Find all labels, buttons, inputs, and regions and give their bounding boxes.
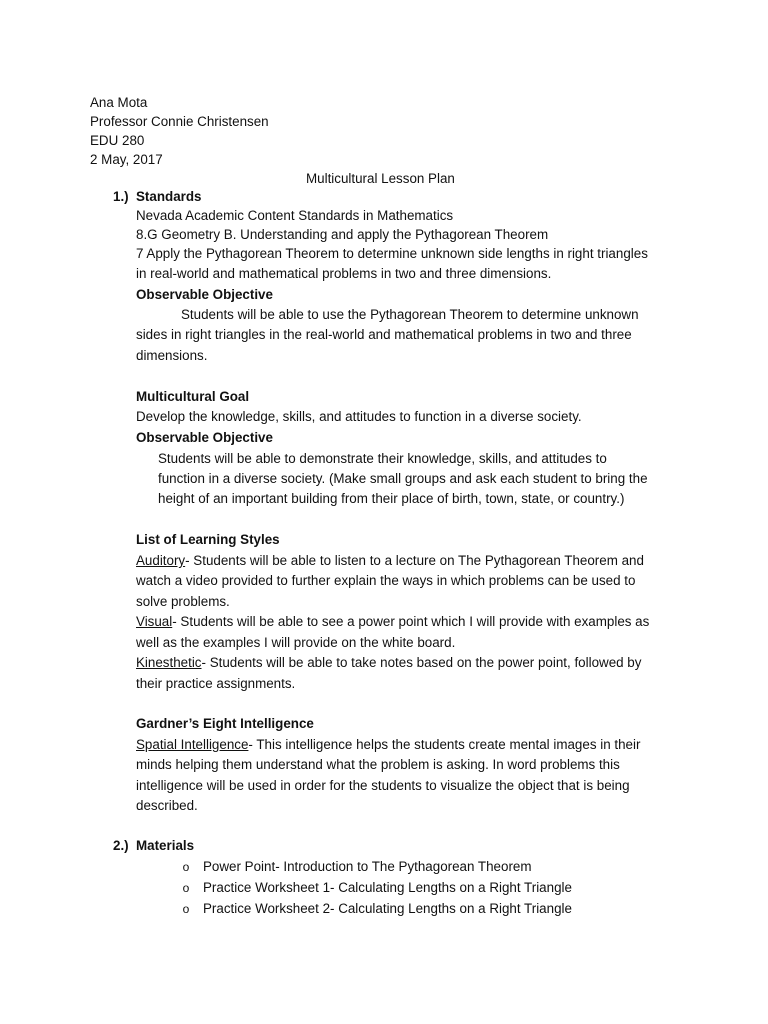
multicultural-goal-heading: Multicultural Goal bbox=[136, 389, 250, 404]
spatial-text-line: minds helping them understand what the problem is asking. In word problems this bbox=[136, 757, 620, 772]
bullet-icon: o bbox=[182, 902, 190, 916]
auditory-text: - Students will be able to listen to a lecture on The Pythagorean Theorem and bbox=[185, 553, 644, 568]
bullet-icon: o bbox=[182, 860, 190, 874]
visual-label: Visual bbox=[136, 614, 173, 629]
visual-line bbox=[136, 612, 649, 632]
material-item: Practice Worksheet 1- Calculating Lengths on a Right Triangle bbox=[203, 880, 572, 895]
spatial-line bbox=[136, 735, 640, 755]
bullet-icon: o bbox=[182, 881, 190, 895]
mc-objective-text-line: Students will be able to demonstrate their knowledge, skills, and attitudes to bbox=[158, 451, 607, 466]
kinesthetic-line bbox=[136, 653, 641, 673]
author-name: Ana Mota bbox=[90, 95, 148, 110]
objective-text-line: Students will be able to use the Pythagorean Theorem to determine unknown bbox=[181, 307, 639, 322]
standard-code: 8.G Geometry B. Understanding and apply the Pythagorean Theorem bbox=[136, 227, 549, 242]
document-date: 2 May, 2017 bbox=[90, 152, 163, 167]
course-code: EDU 280 bbox=[90, 133, 145, 148]
kinesthetic-label: Kinesthetic bbox=[136, 655, 202, 670]
section-2-heading: Materials bbox=[136, 838, 195, 853]
visual-text-line: well as the examples I will provide on the white board. bbox=[136, 635, 456, 650]
section-1-number: 1.) bbox=[113, 189, 129, 204]
standard-text-line: 7 Apply the Pythagorean Theorem to determine unknown side lengths in right triangles bbox=[136, 246, 648, 261]
auditory-text-line: watch a video provided to further explain the ways in which problems can be used to bbox=[136, 573, 636, 588]
auditory-label: Auditory bbox=[136, 553, 186, 568]
learning-styles-heading: List of Learning Styles bbox=[136, 532, 280, 547]
section-1-heading: Standards bbox=[136, 189, 202, 204]
spatial-text: - This intelligence helps the students create mental images in their bbox=[248, 737, 641, 752]
gardner-heading: Gardner’s Eight Intelligence bbox=[136, 716, 314, 731]
objective-heading: Observable Objective bbox=[136, 287, 273, 302]
section-2-number: 2.) bbox=[113, 838, 129, 853]
mc-objective-text-line: height of an important building from their place of birth, town, state, or country.) bbox=[158, 491, 625, 506]
auditory-line bbox=[136, 551, 644, 571]
standard-text-line: in real-world and mathematical problems in two and three dimensions. bbox=[136, 266, 552, 281]
spatial-text-line: described. bbox=[136, 798, 198, 813]
mc-objective-heading: Observable Objective bbox=[136, 430, 273, 445]
objective-text-line: sides in right triangles in the real-world and mathematical problems in two and three bbox=[136, 327, 632, 342]
multicultural-goal-text: Develop the knowledge, skills, and attitudes to function in a diverse society. bbox=[136, 409, 582, 424]
material-item: Power Point- Introduction to The Pythagorean Theorem bbox=[203, 859, 532, 874]
standard-title: Nevada Academic Content Standards in Mathematics bbox=[136, 208, 454, 223]
kinesthetic-text: - Students will be able to take notes based on the power point, followed by bbox=[201, 655, 642, 670]
visual-text: - Students will be able to see a power point which I will provide with examples as bbox=[172, 614, 650, 629]
auditory-text-line: solve problems. bbox=[136, 594, 230, 609]
spatial-text-line: intelligence will be used in order for the students to visualize the object that is being bbox=[136, 778, 630, 793]
objective-text-line: dimensions. bbox=[136, 348, 208, 363]
mc-objective-text-line: function in a diverse society. (Make small groups and ask each student to bring the bbox=[158, 471, 648, 486]
document-title: Multicultural Lesson Plan bbox=[306, 171, 455, 186]
spatial-label: Spatial Intelligence bbox=[136, 737, 249, 752]
professor-name: Professor Connie Christensen bbox=[90, 114, 269, 129]
kinesthetic-text-line: their practice assignments. bbox=[136, 676, 296, 691]
material-item: Practice Worksheet 2- Calculating Lengths on a Right Triangle bbox=[203, 901, 572, 916]
